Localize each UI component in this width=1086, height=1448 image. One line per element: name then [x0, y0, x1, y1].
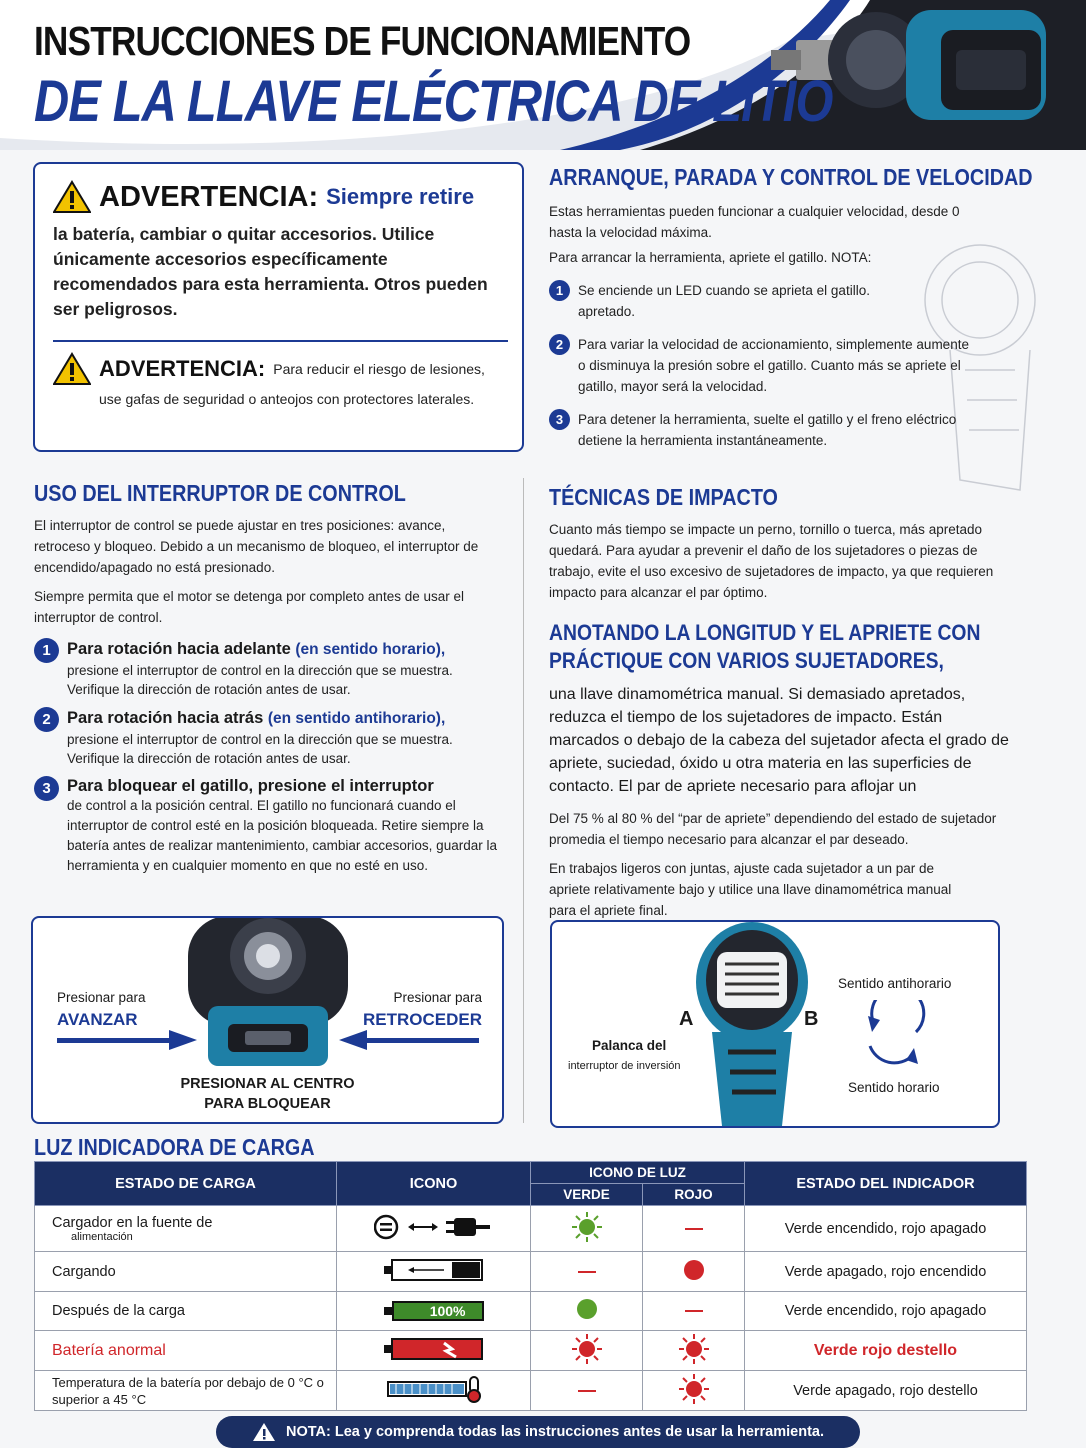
- rotation-diagram: [550, 920, 1000, 1128]
- plug-icon: [374, 1213, 494, 1241]
- lock-label-line: PRESIONAR AL CENTRO: [180, 1076, 355, 1092]
- table-row: [35, 1252, 1027, 1292]
- step-text: Para detener la herramienta, suelte el gatillo y el freno eléctrico detiene la herramienta instantáneamente.: [578, 412, 957, 448]
- paragraph: Estas herramientas pueden funcionar a cualquier velocidad, desde 0 hasta la velocidad máxima.: [549, 204, 960, 240]
- paragraph: El interruptor de control se puede ajustar en tres posiciones: avance, retroceso y bloqueo. Debido a un mecanismo de bloqueo, el interruptor de encendido/apagado no está presionado.: [34, 518, 479, 575]
- title-line-1: INSTRUCCIONES DE FUNCIONAMIENTO: [34, 18, 691, 64]
- page-header: [0, 0, 1086, 150]
- green-blink-icon: [571, 1211, 603, 1243]
- list-item: [34, 776, 504, 876]
- cell-state: Después de la carga: [35, 1292, 337, 1331]
- cell-green: [531, 1292, 643, 1331]
- battery-percent: 100%: [392, 1301, 484, 1321]
- arrow-right-icon: [57, 1030, 197, 1050]
- list-item: [549, 280, 919, 322]
- warning-icon: [252, 1422, 276, 1442]
- lever-label: Palanca del: [592, 1038, 667, 1053]
- step-text: Para variar la velocidad de accionamiento, simplemente aumente o disminuya la presión sobre el gatillo. Cuanto más se apriete el gatillo, mayor será la velocidad.: [578, 337, 969, 394]
- label-b: B: [804, 1008, 819, 1030]
- list-item: [34, 638, 504, 699]
- ccw-label: Sentido antihorario: [838, 976, 952, 991]
- red-blink-icon: [678, 1373, 710, 1405]
- tecnicas-section: [549, 484, 1019, 921]
- step-heading: Para bloquear el gatillo, presione el interruptor: [67, 777, 434, 795]
- warning-text: use gafas de seguridad o anteojos con protectores laterales.: [99, 391, 475, 407]
- battery-temperature-icon: [382, 1375, 486, 1403]
- cell-indicator: Verde apagado, rojo destello: [745, 1371, 1027, 1411]
- table-row: [35, 1331, 1027, 1371]
- title-line-2: DE LA LLAVE ELÉCTRICA DE LITIO: [34, 69, 833, 134]
- col-header: ICONO DE LUZ: [531, 1162, 745, 1184]
- table-row: [35, 1371, 1027, 1411]
- step-number: 2: [34, 707, 59, 732]
- arrow-left-icon: [339, 1030, 479, 1050]
- note-text: NOTA: Lea y comprenda todas las instrucciones antes de usar la herramienta.: [285, 1424, 824, 1440]
- col-header: VERDE: [531, 1184, 643, 1206]
- paragraph: Para arrancar la herramienta, apriete el gatillo. NOTA:: [549, 250, 872, 265]
- cell-red: [643, 1331, 745, 1371]
- list-item: [549, 409, 969, 451]
- cell-indicator: Verde encendido, rojo apagado: [745, 1292, 1027, 1331]
- section-title: [549, 619, 981, 675]
- cell-icon: [337, 1331, 531, 1371]
- cell-icon: [337, 1206, 531, 1252]
- switch-diagram: [31, 916, 504, 1124]
- lever-sublabel: interruptor de inversión: [568, 1060, 681, 1072]
- step-number: 3: [549, 409, 570, 430]
- divider: [53, 340, 508, 342]
- col-header: ICONO: [337, 1162, 531, 1206]
- step-heading: Para rotación hacia atrás: [67, 709, 264, 727]
- step-text: presione el interruptor de control en la dirección que se muestra. Verifique la dirección de rotación antes de usar.: [67, 663, 453, 697]
- col-header: ESTADO DE CARGA: [35, 1162, 337, 1206]
- cell-icon: [337, 1252, 531, 1292]
- off-dash: [578, 1390, 596, 1392]
- cell-red: [643, 1292, 745, 1331]
- paragraph: Del 75 % al 80 % del “par de apriete” dependiendo del estado de sujetador promedia el tiempo necesario para alcanzar el par deseado.: [549, 811, 997, 847]
- lock-label-line: PARA BLOQUEAR: [204, 1096, 331, 1112]
- warning-text: la batería, cambiar o quitar accesorios. Utilice únicamente accesorios específicamente recomendados para esta herramienta. Otros pueden ser peligrosos.: [53, 224, 488, 319]
- table-row: [35, 1206, 1027, 1252]
- red-blink-icon: [678, 1333, 710, 1365]
- warning-icon: [53, 352, 91, 386]
- state-text: Cargador en la fuente de: [52, 1214, 213, 1231]
- charge-table: [34, 1161, 1027, 1411]
- cell-red: [643, 1252, 745, 1292]
- table-title: LUZ INDICADORA DE CARGA: [34, 1134, 315, 1160]
- cell-green: [531, 1331, 643, 1371]
- col-header: ROJO: [643, 1184, 745, 1206]
- warning-heading: ADVERTENCIA:: [99, 180, 319, 213]
- cell-indicator: Verde encendido, rojo apagado: [745, 1206, 1027, 1252]
- cell-state: [35, 1206, 337, 1252]
- cell-green: [531, 1252, 643, 1292]
- warning-icon: [53, 180, 91, 214]
- cell-state: Cargando: [35, 1252, 337, 1292]
- step-text: presione el interruptor de control en la dirección que se muestra. Verifique la dirección de rotación antes de usar.: [67, 732, 453, 766]
- reverse-label: Presionar para: [393, 990, 482, 1005]
- label-a: A: [679, 1008, 694, 1030]
- battery-full-icon: [384, 1301, 484, 1321]
- off-dash: [578, 1271, 596, 1273]
- uso-section: [34, 480, 504, 876]
- paragraph: Siempre permita que el motor se detenga por completo antes de usar el interruptor de control.: [34, 589, 464, 625]
- section-title: TÉCNICAS DE IMPACTO: [549, 484, 778, 510]
- tool-front-image: [183, 916, 353, 1066]
- step-highlight: (en sentido horario),: [295, 641, 446, 658]
- step-number: 3: [34, 776, 59, 801]
- section-title-line: PRÁCTIQUE CON VARIOS SUJETADORES,: [549, 648, 944, 673]
- cell-state: Batería anormal: [35, 1331, 337, 1371]
- cw-label: Sentido horario: [848, 1080, 940, 1095]
- warning-box: [33, 162, 524, 452]
- table-row: [35, 1292, 1027, 1331]
- step-highlight: (en sentido antihorario),: [267, 710, 446, 727]
- warning-subheading: Siempre retire: [326, 184, 475, 209]
- cell-state: Temperatura de la batería por debajo de 0 °C o superior a 45 °C: [35, 1371, 337, 1411]
- battery-fault-icon: [382, 1337, 486, 1361]
- forward-label-big: AVANZAR: [57, 1010, 138, 1029]
- green-on-icon: [575, 1297, 599, 1321]
- cell-green: [531, 1371, 643, 1411]
- off-dash: [685, 1310, 703, 1312]
- state-subtext: alimentación: [71, 1230, 133, 1243]
- step-text: Se enciende un LED cuando se aprieta el gatillo. apretado.: [578, 283, 870, 319]
- red-blink-icon: [571, 1333, 603, 1365]
- battery-charging-icon: [382, 1258, 486, 1282]
- paragraph: Cuanto más tiempo se impacte un perno, tornillo o tuerca, más apretado quedará. Para ayudar a prevenir el daño de los sujetadores o piezas de trabajo, evite el uso excesivo de sujetadores de impacto, ya que requieren impacto para alcanzar el par óptimo.: [549, 522, 994, 600]
- column-divider: [523, 478, 524, 1123]
- list-item: [549, 334, 969, 397]
- cell-red: [643, 1371, 745, 1411]
- paragraph: una llave dinamométrica manual. Si demasiado apretados, reduzca el tiempo de los sujetadores de impacto. Están marcados o debajo de la cabeza del sujetador afecta el grado de apriete, suciedad, óxido u otra materia en las superficies de contacto. El par de apriete necesario para aflojar un: [549, 686, 1009, 795]
- cell-green: [531, 1206, 643, 1252]
- section-title: USO DEL INTERRUPTOR DE CONTROL: [34, 480, 406, 506]
- cell-indicator: Verde apagado, rojo encendido: [745, 1252, 1027, 1292]
- tool-rear-image: [692, 922, 812, 1126]
- step-number: 2: [549, 334, 570, 355]
- cell-red: [643, 1206, 745, 1252]
- paragraph: En trabajos ligeros con juntas, ajuste cada sujetador a un par de apriete relativamente bajo y utilice una llave dinamométrica manual para el apriete final.: [549, 861, 952, 918]
- step-number: 1: [549, 280, 570, 301]
- step-heading: Para rotación hacia adelante: [67, 640, 291, 658]
- forward-label: Presionar para: [57, 990, 146, 1005]
- red-on-icon: [682, 1258, 706, 1282]
- reverse-label-big: RETROCEDER: [362, 1010, 482, 1029]
- warning-subheading: Para reducir el riesgo de lesiones,: [273, 361, 485, 377]
- section-title: ARRANQUE, PARADA Y CONTROL DE VELOCIDAD: [549, 164, 1033, 190]
- cell-icon: [337, 1371, 531, 1411]
- col-header: ESTADO DEL INDICADOR: [745, 1162, 1027, 1206]
- note-banner: [216, 1416, 860, 1448]
- warning-heading: ADVERTENCIA:: [99, 356, 266, 381]
- lock-label: [33, 1074, 502, 1114]
- section-title-line: ANOTANDO LA LONGITUD Y EL APRIETE CON: [549, 620, 981, 645]
- cell-indicator: Verde rojo destello: [745, 1331, 1027, 1371]
- list-item: [34, 707, 504, 768]
- rotation-arrows-icon: [858, 1000, 928, 1080]
- off-dash: [685, 1228, 703, 1230]
- cell-icon: [337, 1292, 531, 1331]
- arranque-section: [549, 164, 1049, 451]
- step-text: de control a la posición central. El gatillo no funcionará cuando el interruptor de control esté en la posición bloqueada. Retire siempre la batería antes de realizar mantenimiento, cambiar accesorios, guardar la herramienta y en cualquier momento en que no esté en uso.: [67, 798, 497, 873]
- step-number: 1: [34, 638, 59, 663]
